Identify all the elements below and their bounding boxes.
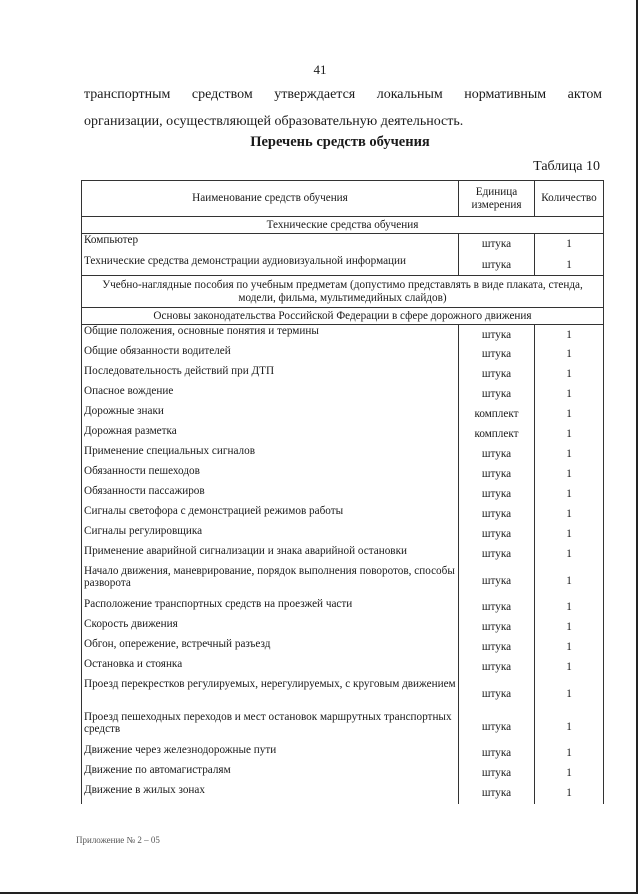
item-unit: штука — [459, 485, 535, 505]
table-row — [82, 784, 604, 804]
training-equipment-table — [81, 180, 604, 804]
section-title: Учебно-наглядные пособия по учебным предметам (допустимо представлять в виде плаката, стенда, модели, фильма, мультимедийных слайдов) — [82, 276, 604, 308]
table-row — [82, 764, 604, 784]
table-row — [82, 545, 604, 565]
item-qty: 1 — [535, 565, 604, 598]
item-name: Общие положения, основные понятия и термины — [82, 325, 459, 345]
item-qty: 1 — [535, 385, 604, 405]
item-name: Начало движения, маневрирование, порядок выполнения поворотов, способы разворота — [82, 565, 459, 598]
item-name: Остановка и стоянка — [82, 658, 459, 678]
item-qty: 1 — [535, 425, 604, 445]
section-title: Технические средства обучения — [82, 217, 604, 234]
item-name: Последовательность действий при ДТП — [82, 365, 459, 385]
item-unit: штука — [459, 764, 535, 784]
item-unit: штука — [459, 744, 535, 764]
table-row — [82, 565, 604, 598]
page-number: 41 — [313, 62, 327, 77]
item-unit: штука — [459, 784, 535, 804]
item-name: Сигналы светофора с демонстрацией режимов работы — [82, 505, 459, 525]
item-unit: штука — [459, 545, 535, 565]
item-name: Общие обязанности водителей — [82, 345, 459, 365]
item-qty: 1 — [535, 234, 604, 255]
item-name: Технические средства демонстрации аудиовизуальной информации — [82, 255, 459, 276]
item-name: Дорожная разметка — [82, 425, 459, 445]
item-qty: 1 — [535, 744, 604, 764]
item-qty: 1 — [535, 255, 604, 276]
item-unit: комплект — [459, 425, 535, 445]
table-row — [82, 525, 604, 545]
header-unit: Единица измерения — [459, 181, 535, 217]
item-name: Обгон, опережение, встречный разъезд — [82, 638, 459, 658]
table-body — [82, 217, 604, 804]
item-name: Проезд перекрестков регулируемых, нерегулируемых, с круговым движением — [82, 678, 459, 711]
header-qty: Количество — [535, 181, 604, 217]
section-row — [82, 308, 604, 325]
paragraph-line-2: организации, осуществляющей образовательную деятельность. — [84, 114, 464, 129]
item-name: Движение в жилых зонах — [82, 784, 459, 804]
item-qty: 1 — [535, 784, 604, 804]
item-unit: комплект — [459, 405, 535, 425]
table-row — [82, 445, 604, 465]
item-unit: штука — [459, 465, 535, 485]
item-unit: штука — [459, 345, 535, 365]
item-unit: штука — [459, 525, 535, 545]
item-name: Движение через железнодорожные пути — [82, 744, 459, 764]
table-row — [82, 658, 604, 678]
item-unit: штука — [459, 385, 535, 405]
item-unit: штука — [459, 598, 535, 618]
table-row — [82, 638, 604, 658]
item-qty: 1 — [535, 545, 604, 565]
table-row — [82, 678, 604, 711]
table-row — [82, 711, 604, 744]
page-footer: Приложение № 2 – 05 — [76, 835, 160, 845]
table-row — [82, 425, 604, 445]
list-heading: Перечень средств обучения — [250, 134, 430, 150]
item-qty: 1 — [535, 598, 604, 618]
item-unit: штука — [459, 255, 535, 276]
table-row — [82, 234, 604, 255]
table-label: Таблица 10 — [533, 159, 600, 174]
table-row — [82, 485, 604, 505]
item-qty: 1 — [535, 325, 604, 345]
item-qty: 1 — [535, 365, 604, 385]
table-row — [82, 385, 604, 405]
item-name: Дорожные знаки — [82, 405, 459, 425]
item-qty: 1 — [535, 658, 604, 678]
item-unit: штука — [459, 618, 535, 638]
table-row — [82, 345, 604, 365]
table-row — [82, 365, 604, 385]
item-name: Сигналы регулировщика — [82, 525, 459, 545]
item-unit: штука — [459, 678, 535, 711]
item-name: Обязанности пассажиров — [82, 485, 459, 505]
header-name: Наименование средств обучения — [82, 181, 459, 217]
paragraph-line-1: транспортным средством утверждается локальным нормативным актом — [84, 87, 602, 102]
item-unit: штука — [459, 234, 535, 255]
item-qty: 1 — [535, 618, 604, 638]
item-qty: 1 — [535, 764, 604, 784]
item-name: Скорость движения — [82, 618, 459, 638]
item-unit: штука — [459, 445, 535, 465]
item-qty: 1 — [535, 345, 604, 365]
item-unit: штука — [459, 658, 535, 678]
item-qty: 1 — [535, 445, 604, 465]
section-row — [82, 217, 604, 234]
item-unit: штука — [459, 365, 535, 385]
item-name: Опасное вождение — [82, 385, 459, 405]
item-name: Расположение транспортных средств на проезжей части — [82, 598, 459, 618]
item-name: Обязанности пешеходов — [82, 465, 459, 485]
item-qty: 1 — [535, 405, 604, 425]
section-row — [82, 276, 604, 308]
table-row — [82, 598, 604, 618]
item-unit: штука — [459, 711, 535, 744]
table-row — [82, 505, 604, 525]
item-name: Проезд пешеходных переходов и мест остановок маршрутных транспортных средств — [82, 711, 459, 744]
table-row — [82, 618, 604, 638]
item-unit: штука — [459, 565, 535, 598]
item-unit: штука — [459, 325, 535, 345]
item-qty: 1 — [535, 465, 604, 485]
item-name: Движение по автомагистралям — [82, 764, 459, 784]
table-row — [82, 744, 604, 764]
section-title: Основы законодательства Российской Федерации в сфере дорожного движения — [82, 308, 604, 325]
item-name: Применение аварийной сигнализации и знака аварийной остановки — [82, 545, 459, 565]
item-unit: штука — [459, 638, 535, 658]
table-row — [82, 325, 604, 345]
item-qty: 1 — [535, 525, 604, 545]
item-qty: 1 — [535, 638, 604, 658]
item-qty: 1 — [535, 485, 604, 505]
table-row — [82, 465, 604, 485]
item-unit: штука — [459, 505, 535, 525]
table-row — [82, 255, 604, 276]
item-name: Компьютер — [82, 234, 459, 255]
item-name: Применение специальных сигналов — [82, 445, 459, 465]
table-row — [82, 405, 604, 425]
item-qty: 1 — [535, 678, 604, 711]
item-qty: 1 — [535, 505, 604, 525]
table-header-row — [82, 181, 604, 217]
item-qty: 1 — [535, 711, 604, 744]
